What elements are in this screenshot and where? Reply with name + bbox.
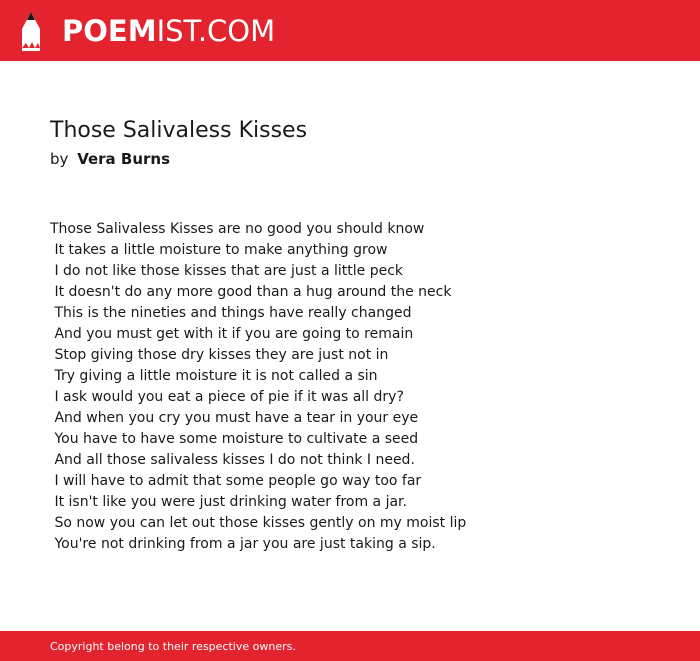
poem-title: Those Salivaless Kisses <box>50 118 308 143</box>
by-label: by <box>50 150 69 168</box>
byline <box>50 148 170 170</box>
poem-line: You have to have some moisture to cultivate a seed <box>50 431 419 447</box>
site-header <box>0 0 700 61</box>
poem-body <box>50 219 670 555</box>
copyright-text: Copyright belong to their respective owners. <box>50 640 296 653</box>
poem-line: It doesn't do any more good than a hug around the neck <box>50 284 452 300</box>
site-footer <box>0 631 700 661</box>
logo-light-text: IST.COM <box>156 14 276 48</box>
poem-line: I will have to admit that some people go way too far <box>50 473 422 489</box>
author-name[interactable]: Vera Burns <box>77 150 171 168</box>
poem-line: This is the nineties and things have really changed <box>50 305 412 321</box>
poem-line: You're not drinking from a jar you are just taking a sip. <box>50 536 436 552</box>
poem-line: And you must get with it if you are going to remain <box>50 326 414 342</box>
poem-line: Try giving a little moisture it is not called a sin <box>50 368 378 384</box>
poem-line: It takes a little moisture to make anything grow <box>50 242 388 258</box>
poem-line: It isn't like you were just drinking water from a jar. <box>50 494 407 510</box>
poem-line: I do not like those kisses that are just a little peck <box>50 263 404 279</box>
poem-line: And when you cry you must have a tear in your eye <box>50 410 419 426</box>
poem-line: I ask would you eat a piece of pie if it was all dry? <box>50 389 404 405</box>
poem-line: Those Salivaless Kisses are no good you should know <box>50 221 425 237</box>
logo-bold-text: POEM <box>62 14 157 48</box>
poem-line: And all those salivaless kisses I do not think I need. <box>50 452 415 468</box>
poem-line: Stop giving those dry kisses they are just not in <box>50 347 389 363</box>
poem-line: So now you can let out those kisses gently on my moist lip <box>50 515 467 531</box>
pencil-icon[interactable] <box>18 11 44 52</box>
site-logo[interactable] <box>62 13 275 49</box>
